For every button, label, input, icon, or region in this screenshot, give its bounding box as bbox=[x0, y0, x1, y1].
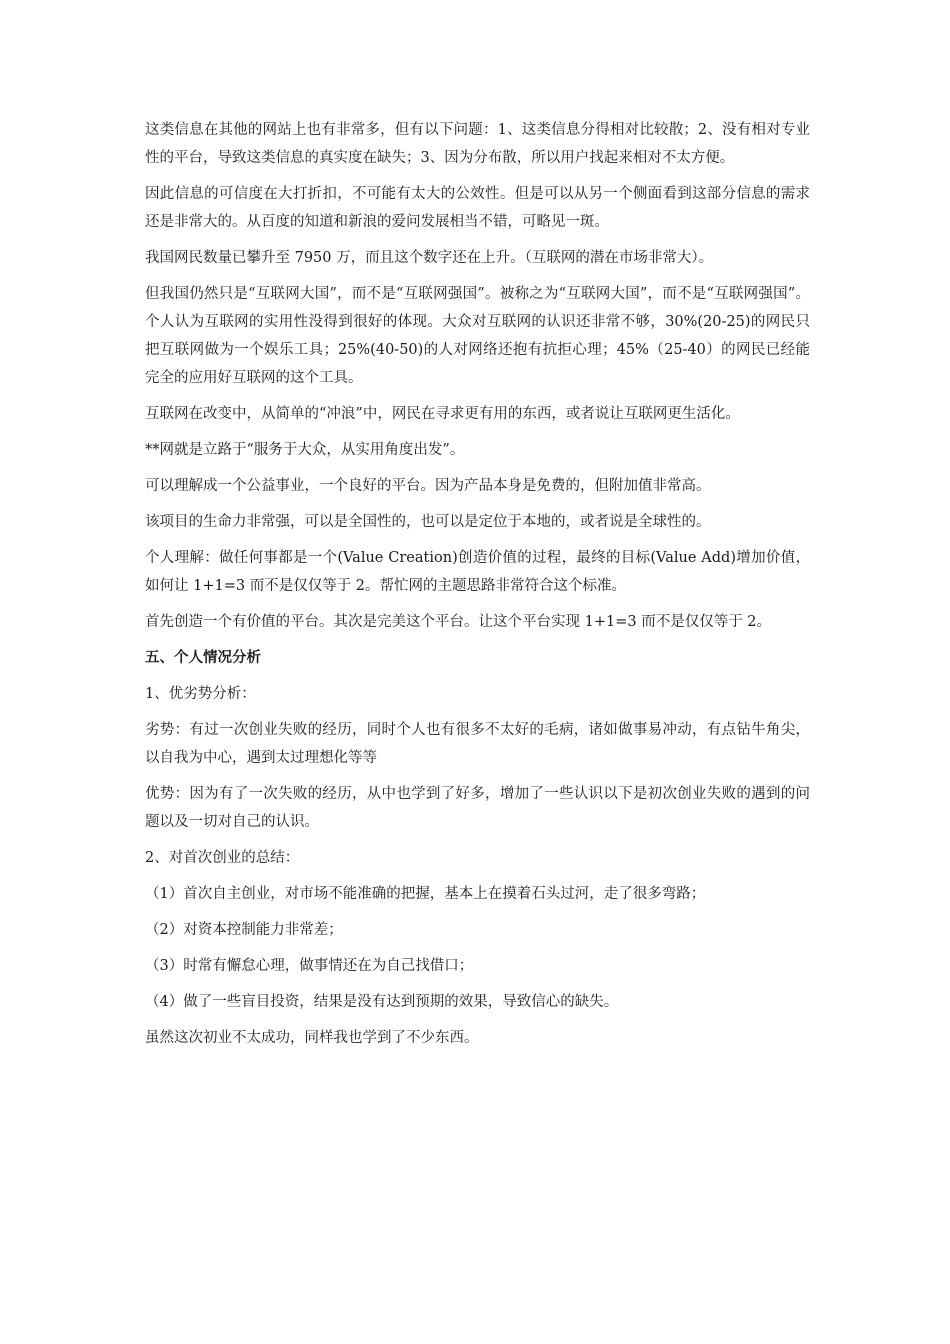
paragraph: 互联网在改变中，从简单的“冲浪”中，网民在寻求更有用的东西，或者说让互联网更生活化。 bbox=[145, 406, 740, 422]
paragraph: 我国网民数量已攀升至 7950 万，而且这个数字还在上升。（互联网的潜在市场非常大）。 bbox=[145, 250, 714, 266]
section-heading: 五、个人情况分析 bbox=[145, 650, 261, 666]
paragraph-strengths: 优势：因为有了一次失败的经历，从中也学到了好多，增加了一些认识以下是初次创业失败的遇到的问题以及一切对自己的认识。 bbox=[145, 786, 810, 830]
list-item: （3）时常有懈怠心理，做事情还在为自己找借口； bbox=[145, 958, 474, 974]
paragraph: 个人理解：做任何事都是一个(Value Creation)创造价值的过程，最终的目标(Value Add)增加价值，如何让 1+1=3 而不是仅仅等于 2。帮忙网的主题思路非常符合这个标准。 bbox=[145, 550, 810, 594]
paragraph-weaknesses: 劣势：有过一次创业失败的经历，同时个人也有很多不太好的毛病，诸如做事易冲动，有点钻牛角尖，以自我为中心，遇到太过理想化等等 bbox=[145, 722, 810, 766]
paragraph: 因此信息的可信度在大打折扣，不可能有太大的公效性。但是可以从另一个侧面看到这部分信息的需求还是非常大的。从百度的知道和新浪的爱问发展相当不错，可略见一斑。 bbox=[145, 186, 810, 230]
paragraph: 首先创造一个有价值的平台。其次是完美这个平台。让这个平台实现 1+1=3 而不是仅仅等于 2。 bbox=[145, 614, 772, 630]
paragraph: 但我国仍然只是“互联网大国”，而不是“互联网强国”。被称之为“互联网大国”，而不是“互联网强国”。个人认为互联网的实用性没得到很好的体现。大众对互联网的认识还非常不够，30%(20-25)的网民只把互联网做为一个娱乐工具；25%(40-50)的人对网络还抱有抗拒心理；45%（25-40）的网民已经能完全的应用好互联网的这个工具。 bbox=[145, 286, 810, 386]
list-item: （2）对资本控制能力非常差； bbox=[145, 922, 343, 938]
paragraph: 该项目的生命力非常强，可以是全国性的，也可以是定位于本地的，或者说是全球性的。 bbox=[145, 514, 711, 530]
paragraph: 这类信息在其他的网站上也有非常多，但有以下问题：1、这类信息分得相对比较散；2、没有相对专业性的平台，导致这类信息的真实度在缺失；3、因为分布散，所以用户找起来相对不太方便。 bbox=[145, 122, 810, 166]
paragraph: 可以理解成一个公益事业，一个良好的平台。因为产品本身是免费的，但附加值非常高。 bbox=[145, 478, 711, 494]
subheading-strengths-weaknesses: 1、优劣势分析： bbox=[145, 686, 256, 702]
list-item: （1）首次自主创业，对市场不能准确的把握，基本上在摸着石头过河，走了很多弯路； bbox=[145, 886, 706, 902]
subheading-summary: 2、对首次创业的总结： bbox=[145, 850, 300, 866]
paragraph: **网就是立路于“服务于大众，从实用角度出发”。 bbox=[145, 442, 465, 458]
list-item: （4）做了一些盲目投资，结果是没有达到预期的效果，导致信心的缺失。 bbox=[145, 994, 619, 1010]
paragraph-conclusion: 虽然这次初业不太成功，同样我也学到了不少东西。 bbox=[145, 1030, 479, 1046]
document-body bbox=[145, 116, 810, 1060]
